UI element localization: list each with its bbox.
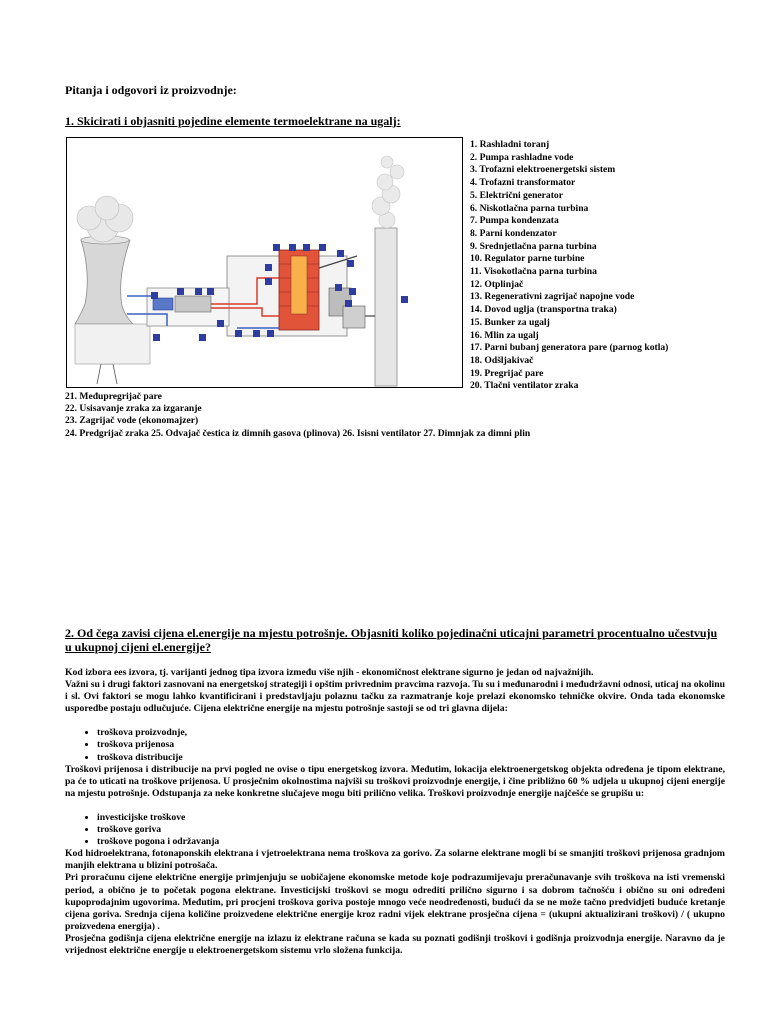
production-costs-list bbox=[65, 812, 725, 848]
cost-components-list bbox=[65, 727, 725, 763]
precipitator bbox=[343, 306, 365, 328]
legend-item: 9. Srednjetlačna parna turbina bbox=[470, 240, 597, 252]
list-item: • investicijske troškove bbox=[97, 812, 725, 824]
paragraph: Kod izbora ees izvora, tj. varijanti jednog tipa izvora između više njih - ekonomičnost elektrane sigurno je jedan od najvažnijih. bbox=[65, 667, 594, 678]
legend-item: 1. Rashladni toranj bbox=[470, 139, 550, 150]
generator bbox=[153, 298, 173, 310]
paragraph: Kod hidroelektrana, fotonaponskih elektrana i vjetroelektrana nema troškova za gorivo. Za solarne elektrane mogli bi se smanjiti troškovi prijenosa gradnjom manjih elektrana u blizini potrošača. bbox=[65, 848, 725, 872]
question-1-heading: 1. Skicirati i objasniti pojedine elemente termoelektrane na ugalj: bbox=[65, 114, 401, 128]
question-2-heading: 2. Od čega zavisi cijena el.energije na mjestu potrošnje. Objasniti koliko pojedinačni uticajni parametri procentualno učestvuju u ukupnoj cijeni el.energije? bbox=[65, 626, 718, 654]
legend-item: 4. Trofazni transformator bbox=[470, 177, 576, 189]
chimney-smoke bbox=[372, 156, 404, 228]
list-item: • troškova prijenosa bbox=[97, 739, 725, 751]
paragraph: Važni su i drugi faktori zasnovani na energetskoj strategiji i opštim privrednim pravcima razvoja. Tu su i međunarodni i međudržavni odnosi, uticaj na okolinu i sl. Ovi faktori se mogu lahko kvantificirani i predstavljaju polaznu tačku za razmatranje koje prelazi ekonomsko tehničke okvire. Onda tada ekonomske usporedbe postaju odlučujuće. Cijena električne energije na mjestu potrošnje sastoji se od tri glavna dijela: bbox=[65, 679, 725, 715]
diagram-legend bbox=[470, 139, 668, 393]
paragraph: Troškovi prijenosa i distribucije na prvi pogled ne ovise o tipu energetskog izvora. Međutim, lokacija elektroenergetskog objekta određena je tipom elektrane, pa će to uticati na troškove prijenosa. U prosječnim okolnostima najviši su troškovi proizvodnje energije, i čine približno 60 % udjela u ukupnoj cijeni energije na mjestu potrošnje. Odstupanja za neke konkretne slučajeve mogu biti prilično velika. Troškovi proizvodnje energije najčešće se grupišu u: bbox=[65, 763, 725, 799]
chimney bbox=[375, 228, 397, 386]
legend-item: 20. Tlačni ventilator zraka bbox=[470, 380, 579, 392]
cooling-tower bbox=[75, 240, 133, 324]
turbine bbox=[175, 296, 211, 312]
list-item: • troškova distribucije bbox=[97, 752, 725, 764]
legend-item: 2. Pumpa rashladne vode bbox=[470, 151, 574, 163]
legend-item: 10. Regulator parne turbine bbox=[470, 253, 585, 265]
legend-item: 11. Visokotlačna parna turbina bbox=[470, 266, 597, 278]
list-item: • troškova proizvodnje, bbox=[97, 727, 725, 739]
legend-item: 13. Regenerativni zagrijač napojne vode bbox=[470, 291, 635, 303]
answer-2-body bbox=[65, 667, 725, 957]
legend-item: 17. Parni bubanj generatora pare (parnog kotla) bbox=[470, 342, 669, 354]
legend-item: 23. Zagrijač vode (ekonomajzer) bbox=[65, 415, 199, 427]
legend-item: 8. Parni kondenzator bbox=[470, 227, 557, 239]
legend-item: 18. Odšljakivač bbox=[470, 354, 534, 366]
legend-item: 22. Usisavanje zraka za izgaranje bbox=[65, 403, 202, 415]
steam-cloud bbox=[77, 196, 133, 242]
page-title: Pitanja i odgovori iz proizvodnje: bbox=[65, 83, 237, 97]
paragraph: Prosječna godišnja cijena električne energije na izlazu iz elektrane računa se kada su poznati godišnji troškovi i godišnja proizvodnja energije. Naravno da je vrijednost električne energije u elektroenergetskom sistemu vrlo složena funkcija. bbox=[65, 932, 725, 956]
legend-item: 21. Međupregrijač pare bbox=[65, 391, 162, 402]
power-plant-diagram bbox=[66, 137, 463, 388]
legend-item: 14. Dovod uglja (transportna traka) bbox=[470, 304, 617, 316]
legend-item: 19. Pregrijač pare bbox=[470, 367, 544, 379]
list-item: • troškove goriva bbox=[97, 824, 725, 836]
legend-item: 6. Niskotlačna parna turbina bbox=[470, 202, 589, 214]
legend-item: 3. Trofazni elektroenergetski sistem bbox=[470, 164, 616, 176]
legend-item: 7. Pumpa kondenzata bbox=[470, 215, 559, 227]
legend-item: 12. Otplinjač bbox=[470, 278, 524, 290]
legend-item: 5. Električni generator bbox=[470, 189, 563, 201]
legend-item: 16. Mlin za ugalj bbox=[470, 329, 539, 341]
power-plant-diagram-svg bbox=[67, 138, 462, 387]
legend-item: 24. Predgrijač zraka 25. Odvajač čestica iz dimnih gasova (plinova) 26. Isisni ventilator 27. Dimnjak za dimni plin bbox=[65, 427, 531, 439]
list-item: • troškove pogona i održavanja bbox=[97, 836, 725, 848]
paragraph: Pri proračunu cijene električne energije primjenjuju se uobičajene ekonomske metode koje podrazumijevaju preračunavanje svih troškova na isti vremenski period, a obično je to početak pogona elektrane. Investicijski troškovi se mogu odrediti prilično sigurno i sa dobrom tačnošću i obično su oni određeni kupoprodajnim ugovorima. Međutim, pri procjeni troškova goriva postoje mnogo veće neodređenosti, budući da se ne može tačno predvidjeti buduće kretanje cijena goriva. Srednja cijena količine proizvedene električne energije kroz radni vijek elektrane prosječna cijena = (ukupni aktualizirani troškovi) / ( ukupno proizvedena energija) . bbox=[65, 872, 725, 932]
diagram-legend-continued bbox=[65, 391, 530, 440]
legend-item: 15. Bunker za ugalj bbox=[470, 316, 550, 328]
